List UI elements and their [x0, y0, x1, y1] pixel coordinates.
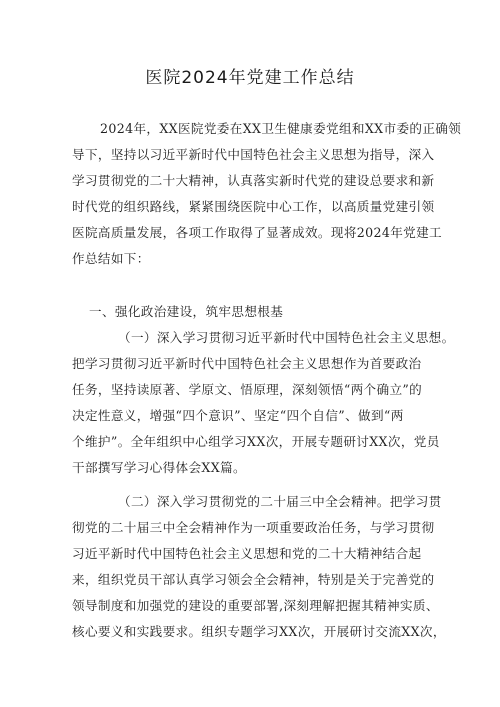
text-line: 个维护”。全年组织中心组学习XX次，开展专题研讨XX次，党员 — [72, 434, 440, 449]
text-line: 核心要义和实践要求。组织专题学习XX次，开展研讨交流XX次， — [72, 624, 446, 639]
text-line: 导下，坚持以习近平新时代中国特色社会主义思想为指导，深入 — [72, 147, 435, 162]
text-line: 来，组织党员干部认真学习领会全会精神，特别是关于完善党的 — [72, 572, 435, 587]
page-title: 医院2024年党建工作总结 — [145, 68, 355, 88]
text-line: 时代党的组织路线，紧紧围绕医院中心工作，以高质量党建引领 — [72, 199, 435, 214]
text-line: 彻党的二十届三中全会精神作为一项重要政治任务，与学习贯彻 — [72, 520, 435, 535]
text-line: 医院高质量发展，各项工作取得了显著成效。现将2024年党建工 — [72, 225, 442, 240]
text-line: 决定性意义，增强“四个意识”、坚定“四个自信”、做到“两 — [72, 408, 404, 423]
text-line: （一）深入学习贯彻习近平新时代中国特色社会主义思想。 — [118, 330, 455, 345]
text-line: 任务，坚持读原著、学原文、悟原理，深刻领悟“两个确立”的 — [72, 382, 423, 397]
text-line: 2024年，XX医院党委在XX卫生健康委党组和XX市委的正确领 — [100, 121, 462, 136]
text-line: 干部撰写学习心得体会XX篇。 — [72, 460, 246, 475]
text-line: （二）深入学习贯彻党的二十届三中全会精神。把学习贯 — [118, 494, 442, 509]
section-heading: 一、强化政治建设，筑牢思想根基 — [89, 304, 284, 319]
text-line: 习近平新时代中国特色社会主义思想和党的二十大精神结合起 — [72, 546, 422, 561]
text-line: 领导制度和加强党的建设的重要部署,深刻理解把握其精神实质、 — [72, 598, 439, 613]
text-line: 学习贯彻党的二十大精神，认真落实新时代党的建设总要求和新 — [72, 173, 435, 188]
text-line: 把学习贯彻习近平新时代中国特色社会主义思想作为首要政治 — [72, 356, 422, 371]
text-line: 作总结如下： — [72, 251, 150, 266]
